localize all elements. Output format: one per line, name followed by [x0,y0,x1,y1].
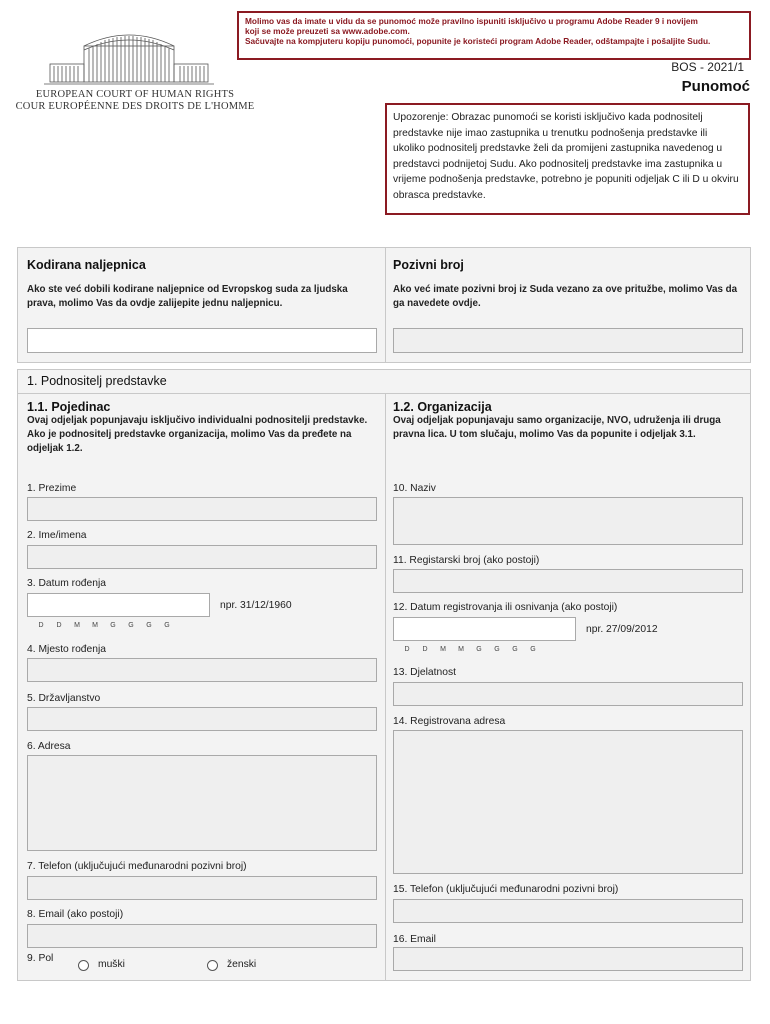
notice-line-2: koji se može preuzeti sa www.adobe.com. [245,26,410,36]
org-email-label: 16. Email [393,934,436,945]
court-name-en: EUROPEAN COURT OF HUMAN RIGHTS [35,89,235,100]
first-name-label: 2. Ime/imena [27,530,87,541]
sex-female-label: ženski [227,959,257,970]
date-char: D [38,622,44,629]
reference-number-field[interactable] [393,328,743,353]
court-name [0,89,270,113]
date-char: G [512,646,518,653]
surname-label: 1. Prezime [27,483,77,494]
warning-box: Upozorenje: Obrazac punomoći se koristi isključivo kada podnositelj predstavke nije imao zastupnika u trenutku podnošenja predstavke ili ukoliko podnositelj predstavke želi da promijeni zastupnika navedenog u predstavci podnijetoj Sudu. Ako podnositelj predstavke ima zastupnika u vrijeme podnošenja predstavke, potrebno je popuniti odjeljak C ili D u okviru obrasca predstavke. [385,103,750,215]
notice-line-1: Molimo vas da imate u vidu da se punomoć može pravilno ispuniti isključivo u programu Adobe Reader 9 i novijem [245,16,698,26]
section-1-rule [18,393,750,394]
org-address-field[interactable] [393,730,743,874]
org-activity-label: 13. Djelatnost [393,667,456,678]
date-char: M [74,622,80,629]
panel-divider [385,248,386,362]
address-label: 6. Adresa [27,741,71,752]
org-reg-date-hint: npr. 27/09/2012 [586,624,658,635]
sex-male-radio[interactable] [78,960,89,971]
birth-date-hint: npr. 31/12/1960 [220,600,292,611]
date-char: M [458,646,464,653]
organisation-title: 1.2. Organizacija [393,400,492,414]
form-title: Punomoć [681,78,750,95]
org-phone-label: 15. Telefon (uključujući međunarodni pozivni broj) [393,884,619,895]
phone-label: 7. Telefon (uključujući međunarodni pozivni broj) [27,861,247,872]
individual-desc: Ovaj odjeljak popunjavaju isključivo individualni podnositelji predstavke. Ako je podnositelj predstavke organizacija, molimo Vas da pređete na odjeljak 1.2. [27,415,368,454]
birth-date-field[interactable] [27,593,210,617]
org-phone-field[interactable] [393,899,743,923]
org-reg-date-format [398,646,542,653]
date-char: D [404,646,410,653]
sex-label: 9. Pol [27,953,54,964]
sex-male-label: muški [98,959,125,970]
org-name-label: 10. Naziv [393,483,436,494]
section-1-title: 1. Podnositelj predstavke [27,374,167,388]
date-char: G [494,646,500,653]
first-name-field[interactable] [27,545,377,569]
adobe-reader-notice [237,11,751,60]
birth-date-label: 3. Datum rođenja [27,578,106,589]
org-activity-field[interactable] [393,682,743,706]
surname-field[interactable] [27,497,377,521]
birth-place-label: 4. Mjesto rođenja [27,644,106,655]
date-char: M [92,622,98,629]
email-field[interactable] [27,924,377,948]
date-char: M [440,646,446,653]
date-char: G [128,622,134,629]
date-char: G [530,646,536,653]
org-name-field[interactable] [393,497,743,545]
address-field[interactable] [27,755,377,851]
nationality-label: 5. Državljanstvo [27,693,101,704]
section-1-divider [385,394,386,980]
reference-number-title: Pozivni broj [393,258,464,272]
org-email-field[interactable] [393,947,743,971]
email-label: 8. Email (ako postoji) [27,909,124,920]
nationality-field[interactable] [27,707,377,731]
org-reg-date-label: 12. Datum registrovanja ili osnivanja (ako postoji) [393,602,618,613]
organisation-desc: Ovaj odjeljak popunjavaju samo organizacije, NVO, udruženja ili druga pravna lica. U tom slučaju, molimo Vas da popunite i odjeljak 3.1. [393,415,721,440]
date-char: G [164,622,170,629]
individual-title: 1.1. Pojedinac [27,400,111,414]
date-char: D [422,646,428,653]
notice-line-3: Sačuvajte na kompjuteru kopiju punomoći, popunite je koristeći program Adobe Reader, odštampajte i pošaljite Sudu. [245,36,711,46]
court-name-fr: COUR EUROPÉENNE DES DROITS DE L'HOMME [15,101,255,112]
date-char: D [56,622,62,629]
barcode-label-field[interactable] [27,328,377,353]
barcode-label-title: Kodirana naljepnica [27,258,146,272]
date-char: G [476,646,482,653]
barcode-label-desc: Ako ste već dobili kodirane naljepnice od Evropskog suda za ljudska prava, molimo Vas da ovdje zalijepite jednu naljepnicu. [27,284,348,309]
date-char: G [110,622,116,629]
date-char: G [146,622,152,629]
org-address-label: 14. Registrovana adresa [393,716,506,727]
reference-number-desc: Ako već imate pozivni broj iz Suda vezano za ove pritužbe, molimo Vas da ga navedete ovdje. [393,284,738,309]
form-reference: BOS - 2021/1 [671,60,744,74]
phone-field[interactable] [27,876,377,900]
court-building-logo [44,24,214,90]
birth-date-format [32,622,176,629]
org-reg-date-field[interactable] [393,617,576,641]
org-reg-number-field[interactable] [393,569,743,593]
sex-female-radio[interactable] [207,960,218,971]
org-reg-number-label: 11. Registarski broj (ako postoji) [393,555,540,566]
birth-place-field[interactable] [27,658,377,682]
